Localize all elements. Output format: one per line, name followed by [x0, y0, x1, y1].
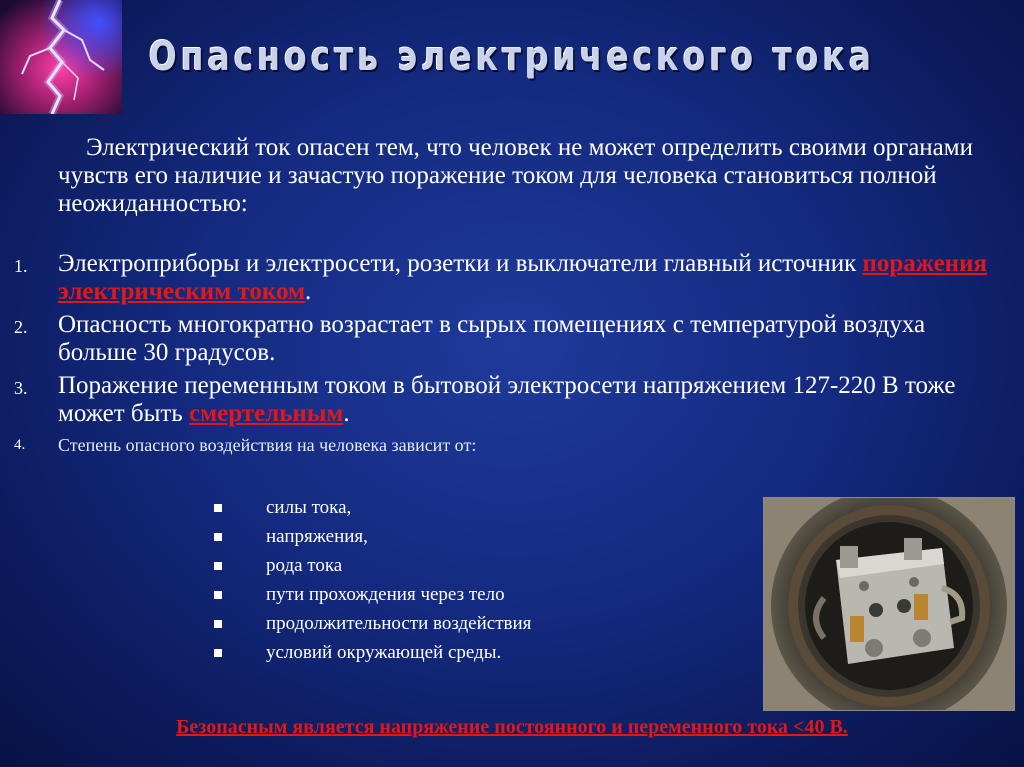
page-title: Опасность электрического тока: [148, 34, 876, 80]
list-item-3: [14, 372, 1004, 428]
list-item-2: [14, 311, 1004, 367]
item-text: Поражение переменным током в бытовой электросети напряжением 127-220 В тоже может быть: [58, 372, 956, 427]
item-text: Электроприборы и электросети, розетки и выключатели главный источник: [58, 250, 863, 277]
highlight-link[interactable]: поражения электрическим током: [58, 250, 988, 305]
highlight-link[interactable]: смертельным: [189, 400, 344, 427]
list-number: 4.: [14, 437, 26, 453]
square-bullet-icon: [214, 649, 222, 657]
list-item-4: [14, 433, 1004, 457]
list-item: пути прохождения через тело: [212, 580, 531, 609]
numbered-list: [14, 250, 1004, 462]
socket-photo: [763, 497, 1015, 711]
square-bullet-icon: [214, 533, 222, 541]
square-bullet-icon: [214, 620, 222, 628]
list-item: напряжения,: [212, 522, 531, 551]
list-item: силы тока,: [212, 493, 531, 522]
square-bullet-icon: [214, 504, 222, 512]
list-number: 3.: [14, 378, 28, 398]
item-text-end: .: [343, 400, 350, 427]
item-text-end: .: [305, 278, 312, 305]
list-item: рода тока: [212, 551, 531, 580]
list-number: 2.: [14, 317, 28, 337]
list-number: 1.: [14, 256, 28, 276]
square-bullet-icon: [214, 591, 222, 599]
factor-list: [212, 493, 531, 667]
item-text: Степень опасного воздействия на человека зависит от:: [58, 435, 477, 455]
list-item: условий окружающей среды.: [212, 638, 531, 667]
safety-note: Безопасным является напряжение постоянного и переменного тока <40 В.: [176, 716, 848, 738]
list-item-1: [14, 250, 1004, 306]
list-item: продолжительности воздействия: [212, 609, 531, 638]
square-bullet-icon: [214, 562, 222, 570]
item-text: Опасность многократно возрастает в сырых помещениях с температурой воздуха больше 30 градусов.: [58, 311, 926, 366]
intro-paragraph: Электрический ток опасен тем, что человек не может определить своими органами чувств его наличие и зачастую поражение током для человека становиться полной неожиданностью:: [58, 134, 973, 217]
